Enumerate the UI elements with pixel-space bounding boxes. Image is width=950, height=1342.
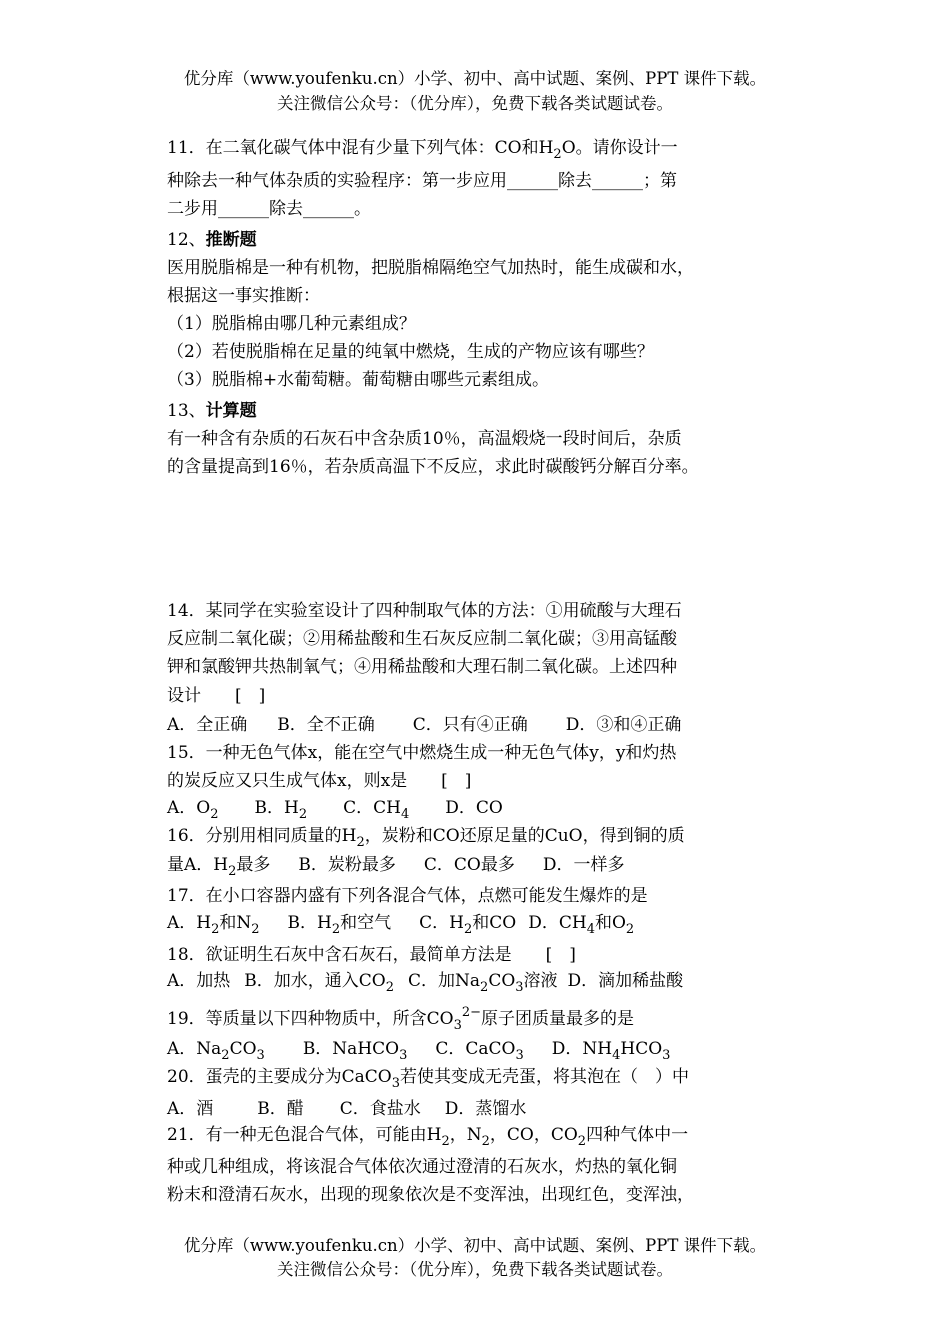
option-c: C．$CH_4$ [343,798,410,822]
option-b: B．$H_2$和空气 [287,913,392,937]
option-c: C．$H_2$和CO [419,913,517,937]
question-16-line-1: 16．分别用相同质量的$H_2$，炭粉和CO还原足量的CuO，得到铜的质 [167,826,685,850]
page-footer-line-1: 优分库（www.youfenku.cn）小学、初中、高中试题、案例、PPT 课件下载。 [183,1236,767,1255]
option-a: A．酒 [167,1099,214,1119]
option-a: A．$Na_2CO_3$ [167,1039,265,1063]
question-21-line-2: 种或几种组成，将该混合气体依次通过澄清的石灰水，灼热的氧化铜 [167,1157,677,1177]
option-d: D．$CH_4$和$O_2$ [528,913,635,937]
option-b: B．炭粉最多 [298,855,396,875]
option-d: D．CO [445,798,503,818]
option-c: C．CO最多 [423,855,515,875]
question-12-item-2: （2）若使脱脂棉在足量的纯氧中燃烧，生成的产物应该有哪些？ [167,342,654,362]
question-11-line-3: 二步用______除去______。 [167,199,371,219]
option-c: C．CaCO$_3$ [435,1039,524,1063]
question-19-line-1: 19．等质量以下四种物质中，所含$CO_3^{2-}$原子团质量最多的是 [167,1005,635,1033]
option-a: A．$O_2$ [167,798,219,822]
question-20-line-1: 20．蛋壳的主要成分为CaCO$_3$若使其变成无壳蛋，将其泡在（ ）中 [167,1067,689,1091]
question-15-line-2: 的炭反应又只生成气体x，则x是 [ ] [167,771,472,791]
page-header-line-2: 关注微信公众号：（优分库），免费下载各类试题试卷。 [277,94,673,113]
page-header-line-1: 优分库（www.youfenku.cn）小学、初中、高中试题、案例、PPT 课件下载。 [183,69,767,88]
question-21-line-1: 21．有一种无色混合气体，可能由$H_2$，$N_2$，CO，$CO_2$四种气体中一 [167,1125,689,1149]
option-d: D．一样多 [542,855,625,875]
question-17-options [167,911,634,935]
question-13-line-2: 的含量提高到16％，若杂质高温下不反应，求此时碳酸钙分解百分率。 [167,457,699,477]
question-13-line-1: 有一种含有杂质的石灰石中含杂质10％，高温煅烧一段时间后，杂质 [167,429,682,449]
question-13-heading: 13、计算题 [167,401,257,421]
option-d: D．③和④正确 [565,715,682,735]
question-21-line-3: 粉末和澄清石灰水，出现的现象依次是不变浑浊，出现红色，变浑浊， [167,1185,694,1205]
question-14-options [167,713,681,737]
option-d: D．蒸馏水 [444,1099,527,1119]
option-c: C．加$Na_2CO_3$溶液 [408,971,558,995]
question-18-line-1: 18．欲证明生石灰中含石灰石，最简单方法是 [ ] [167,945,576,965]
question-12-line-1: 医用脱脂棉是一种有机物，把脱脂棉隔绝空气加热时，能生成碳和水， [167,258,694,278]
question-14-line-1: 14．某同学在实验室设计了四种制取气体的方法：①用硫酸与大理石 [167,601,682,621]
question-14-line-3: 钾和氯酸钾共热制氧气；④用稀盐酸和大理石制二氧化碳。上述四种 [167,657,677,677]
question-14-line-4: 设计 [ ] [167,686,266,706]
question-11-line-1: 11．在二氧化碳气体中混有少量下列气体：CO和$H_2O$。请你设计一 [167,138,678,162]
question-12-heading: 12、推断题 [167,230,257,250]
question-17-line-1: 17．在小口容器内盛有下列各混合气体，点燃可能发生爆炸的是 [167,886,648,906]
question-12-item-1: （1）脱脂棉由哪几种元素组成？ [167,314,416,334]
option-b: B．全不正确 [277,715,375,735]
question-12-line-2: 根据这一事实推断： [167,286,320,306]
option-b: B．加水，通入$CO_2$ [244,971,394,995]
question-14-line-2: 反应制二氧化碳；②用稀盐酸和生石灰反应制二氧化碳；③用高锰酸 [167,629,677,649]
option-b: B．$H_2$ [254,798,308,822]
question-12-item-3: （3）脱脂棉+水葡萄糖。葡萄糖由哪些元素组成。 [167,370,550,390]
option-a: 量A．$H_2$最多 [167,855,271,879]
option-b: B．醋 [257,1099,304,1119]
question-19-options [167,1037,670,1061]
question-15-line-1: 15．一种无色气体x，能在空气中燃烧生成一种无色气体y，y和灼热 [167,743,677,763]
option-d: D．$NH_4HCO_3$ [551,1039,671,1063]
option-a: A．$H_2$和$N_2$ [167,913,260,937]
option-c: C．食盐水 [339,1099,421,1119]
question-20-options [167,1097,526,1121]
question-16-line-2 [167,853,624,877]
option-a: A．加热 [167,971,231,991]
option-d: D．滴加稀盐酸 [567,971,684,991]
option-a: A．全正确 [167,715,248,735]
page-footer-line-2: 关注微信公众号：（优分库），免费下载各类试题试卷。 [277,1260,673,1279]
option-c: C．只有④正确 [412,715,528,735]
question-15-options [167,796,503,820]
option-b: B．NaHCO$_3$ [302,1039,408,1063]
question-11-line-2: 种除去一种气体杂质的实验程序：第一步应用______除去______；第 [167,171,677,191]
question-18-options [167,969,683,993]
